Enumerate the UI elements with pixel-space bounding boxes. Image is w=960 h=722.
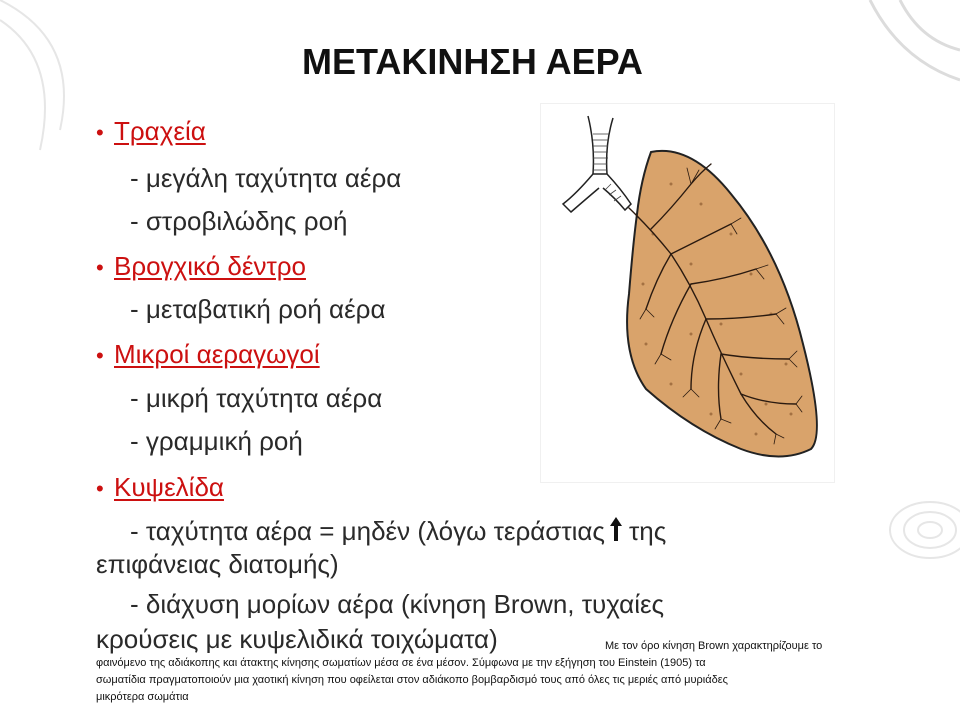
- section-small-airways: • Μικροί αεραγωγοί: [96, 339, 320, 369]
- small-airways-item-2: - γραμμική ροή: [130, 426, 303, 456]
- bullet-dot-icon: •: [96, 476, 104, 501]
- footnote-line-2: φαινόμενο της αδιάκοπης και άτακτης κίνησης σωματίων μέσα σε ένα μέσον. Σύμφωνα με την εξήγηση του Einstein (1905) τα: [96, 657, 706, 669]
- bullet-dot-icon: •: [96, 120, 104, 145]
- lung-illustration: [541, 104, 834, 482]
- bullet-dot-icon: •: [96, 255, 104, 280]
- alveolus-line-3: - διάχυση μορίων αέρα (κίνηση Brown, τυχαίες: [130, 589, 665, 619]
- footnote-line-4: μικρότερα σωμάτια: [96, 691, 189, 703]
- section-trachea: • Τραχεία: [96, 116, 206, 146]
- trachea-item-2: - στροβιλώδης ροή: [130, 206, 348, 236]
- bullet-dot-icon: •: [96, 343, 104, 368]
- footnote-line-1: Με τον όρο κίνηση Brown χαρακτηρίζουμε το: [605, 640, 823, 652]
- up-arrow-icon: [609, 516, 623, 542]
- alveolus-line-4: κρούσεις με κυψελιδικά τοιχώματα): [96, 624, 498, 654]
- bronchial-item-1: - μεταβατική ροή αέρα: [130, 294, 386, 324]
- small-airways-item-1: - μικρή ταχύτητα αέρα: [130, 383, 383, 413]
- section-bronchial-tree: • Βρογχικό δέντρο: [96, 251, 306, 281]
- trachea-item-1: - μεγάλη ταχύτητα αέρα: [130, 163, 402, 193]
- footnote-line-3: σωματίδια πραγματοποιούν μια χαοτική κίνηση που οφείλεται στον αδιάκοπο βομβαρδισμό τους από όλες τις μεριές από μυριάδες: [96, 674, 728, 686]
- alveolus-line-1: - ταχύτητα αέρα = μηδέν (λόγω τεράστιας της: [130, 516, 667, 546]
- section-alveolus: • Κυψελίδα: [96, 472, 224, 502]
- alveolus-line-2: επιφάνειας διατομής): [96, 549, 339, 579]
